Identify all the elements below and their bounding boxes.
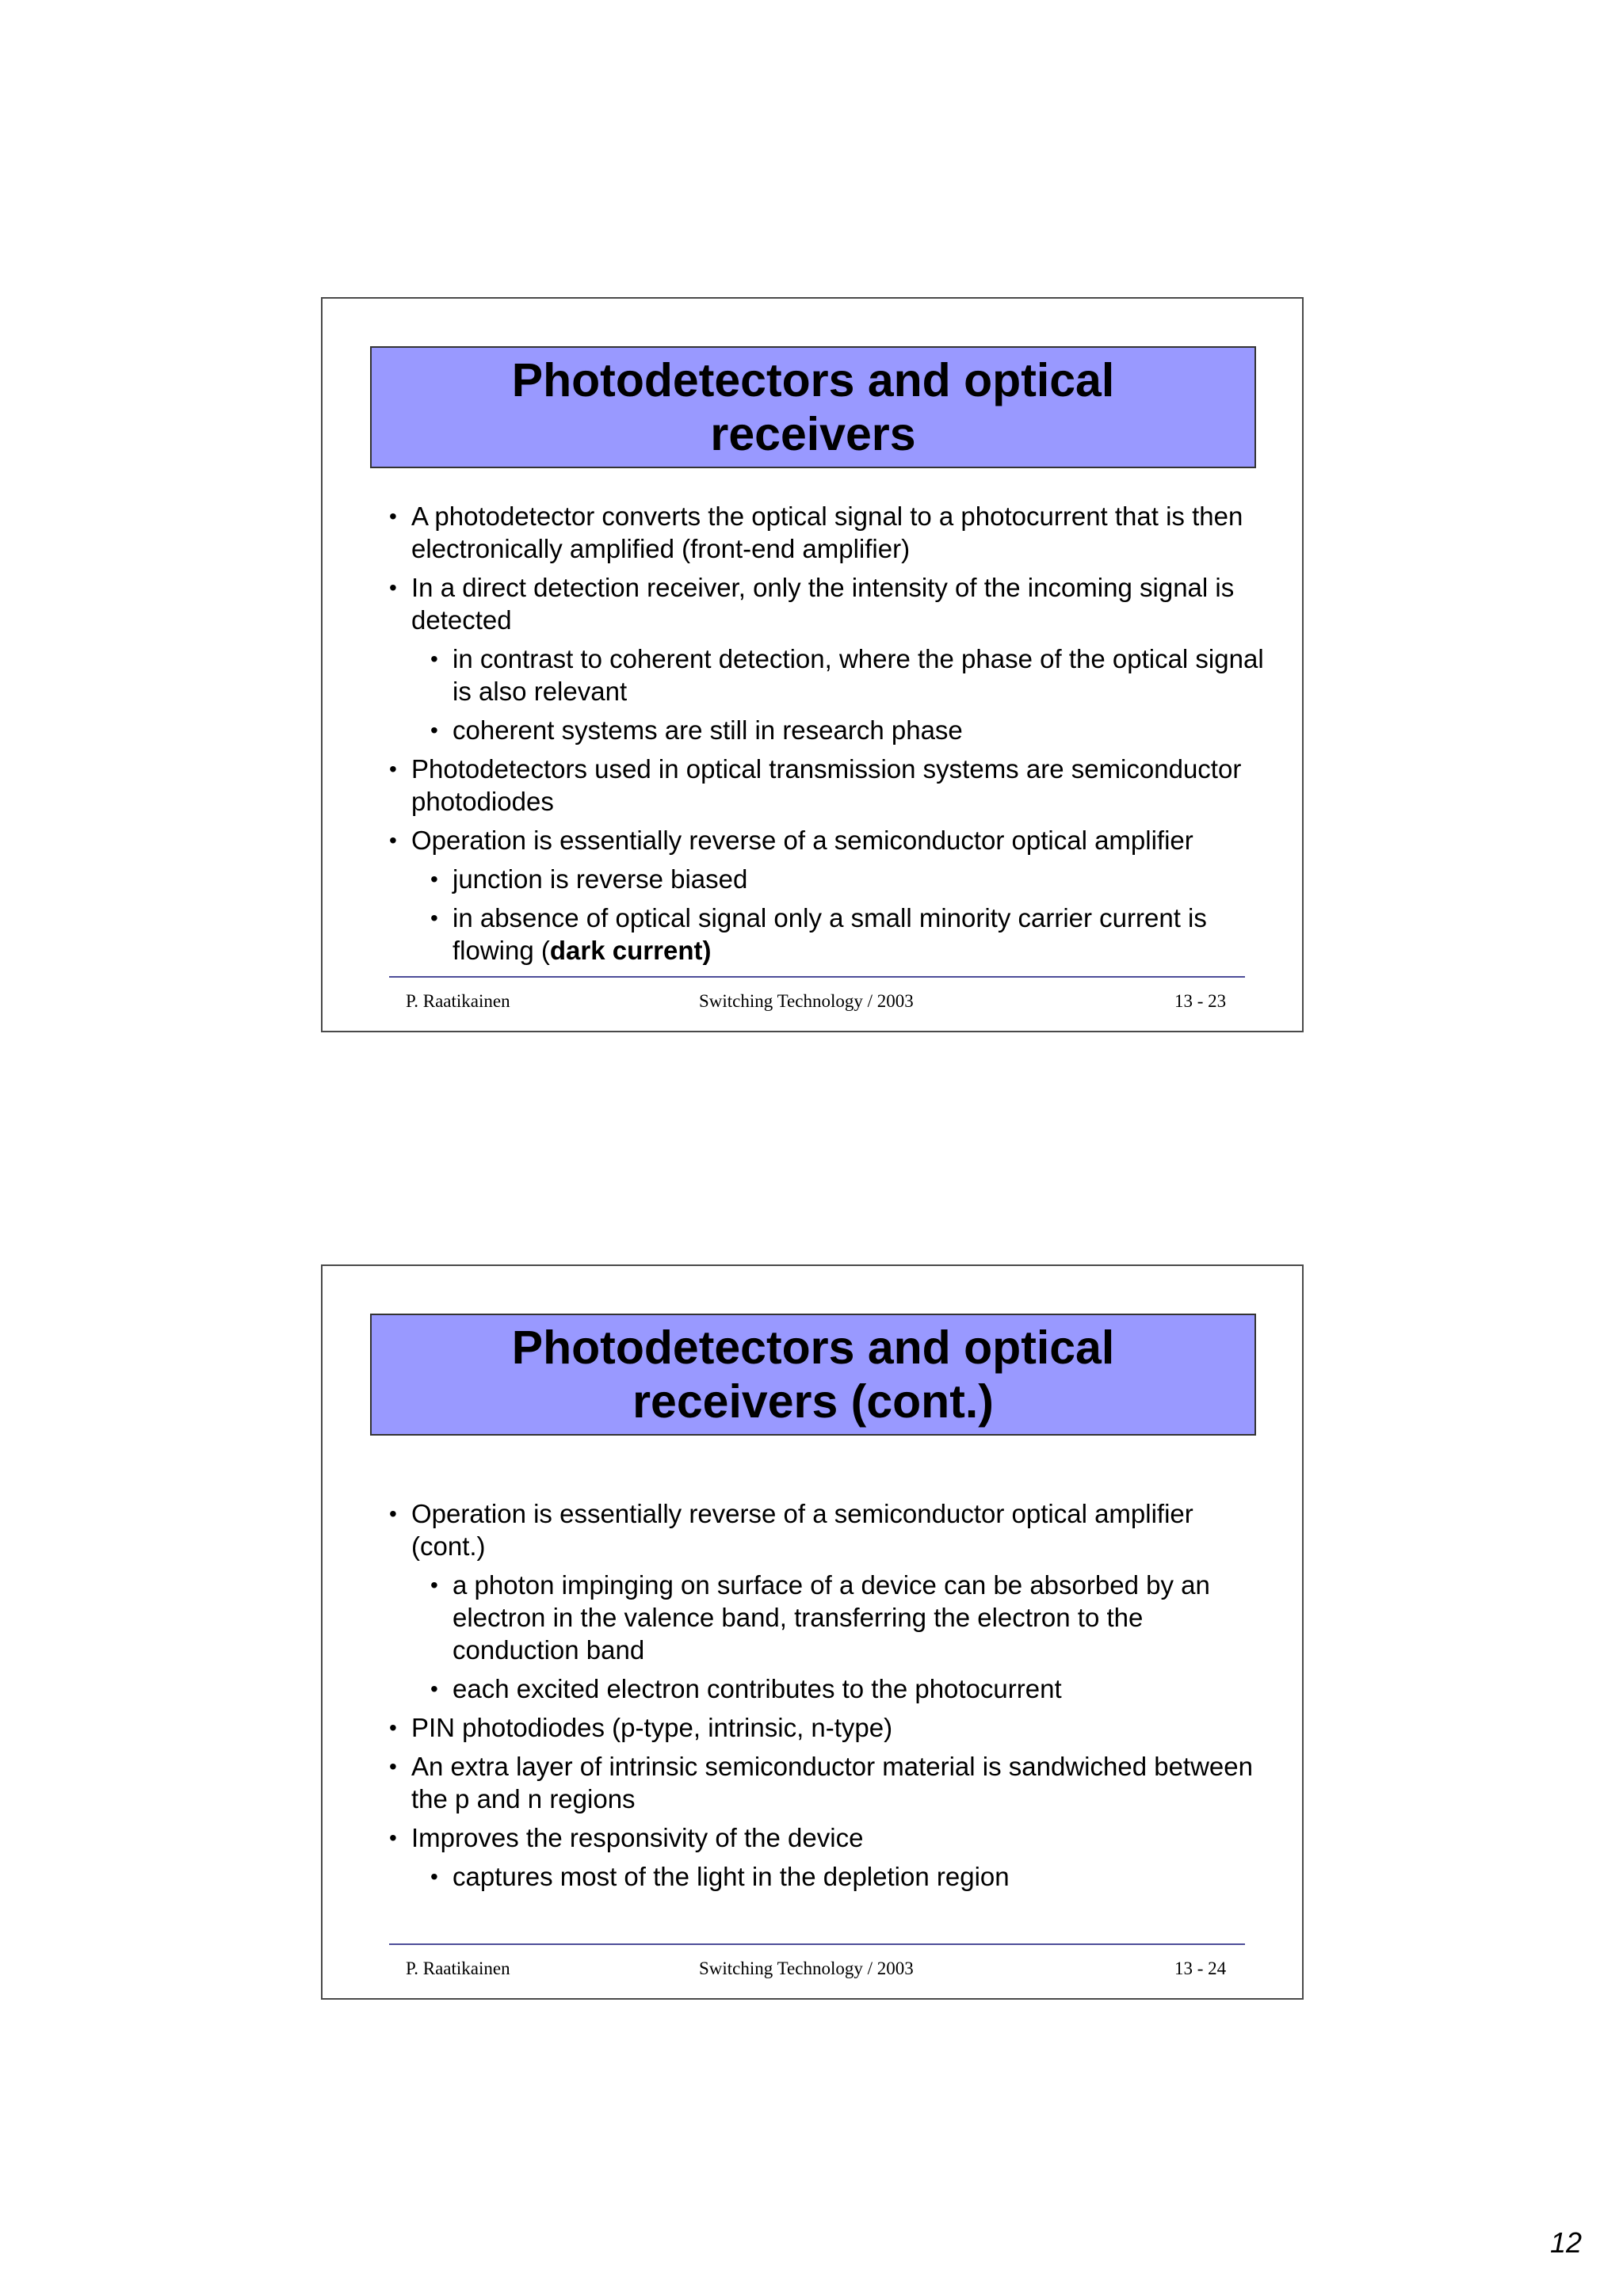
footer-author: P. Raatikainen (406, 1958, 510, 1978)
footer-author: P. Raatikainen (406, 991, 510, 1011)
footer-course: Switching Technology / 2003 (699, 1958, 914, 1978)
slide-title-line-1: Photodetectors and optical (511, 1322, 1115, 1374)
bullet-item: • Improves the responsivity of the device (389, 1821, 1269, 1854)
sub-bullet-item: • captures most of the light in the depletion region (389, 1860, 1269, 1893)
bullet-list (389, 500, 1269, 973)
bullet-item: • A photodetector converts the optical signal to a photocurrent that is then electronically amplified (front-end amplifier) (389, 500, 1269, 565)
footer-rule (389, 1943, 1245, 1945)
sub-bullet-item: • coherent systems are still in research phase (389, 714, 1269, 746)
footer-slide-number: 13 - 24 (1174, 1958, 1227, 1978)
sub-bullet-item: • junction is reverse biased (389, 863, 1269, 895)
slide-title (370, 1314, 1256, 1436)
sub-bullet-text: in absence of optical signal only a small minority carrier current is flowing ( (453, 903, 1207, 965)
bullet-item: • Photodetectors used in optical transmission systems are semiconductor photodiodes (389, 753, 1269, 818)
sub-bullet-item: • each excited electron contributes to the photocurrent (389, 1672, 1269, 1705)
bullet-item: • In a direct detection receiver, only the intensity of the incoming signal is detected (389, 571, 1269, 636)
sub-bullet-item: • a photon impinging on surface of a device can be absorbed by an electron in the valence band, transferring the electron to the conduction band (389, 1569, 1269, 1666)
sub-bullet-item (389, 902, 1269, 967)
slide-13-23 (321, 297, 1304, 1032)
bullet-item: • Operation is essentially reverse of a semiconductor optical amplifier (389, 824, 1269, 856)
slide-title-line-2: receivers (cont.) (632, 1375, 994, 1428)
slide-13-24 (321, 1264, 1304, 2000)
footer-course: Switching Technology / 2003 (699, 991, 914, 1011)
bullet-item: • PIN photodiodes (p-type, intrinsic, n-type) (389, 1711, 1269, 1744)
bullet-item: • Operation is essentially reverse of a semiconductor optical amplifier (cont.) (389, 1497, 1269, 1562)
slide-title-line-1: Photodetectors and optical (511, 354, 1115, 406)
slide-title-line-2: receivers (710, 408, 916, 460)
dark-current-term: dark current) (549, 936, 712, 965)
sub-bullet-item: • in contrast to coherent detection, where the phase of the optical signal is also relevant (389, 643, 1269, 707)
page-number: 12 (1549, 2226, 1582, 2259)
bullet-list (389, 1497, 1269, 1899)
bullet-item: • An extra layer of intrinsic semiconductor material is sandwiched between the p and n regions (389, 1750, 1269, 1815)
slide-title (370, 346, 1256, 468)
footer-rule (389, 976, 1245, 978)
footer-slide-number: 13 - 23 (1174, 991, 1227, 1011)
